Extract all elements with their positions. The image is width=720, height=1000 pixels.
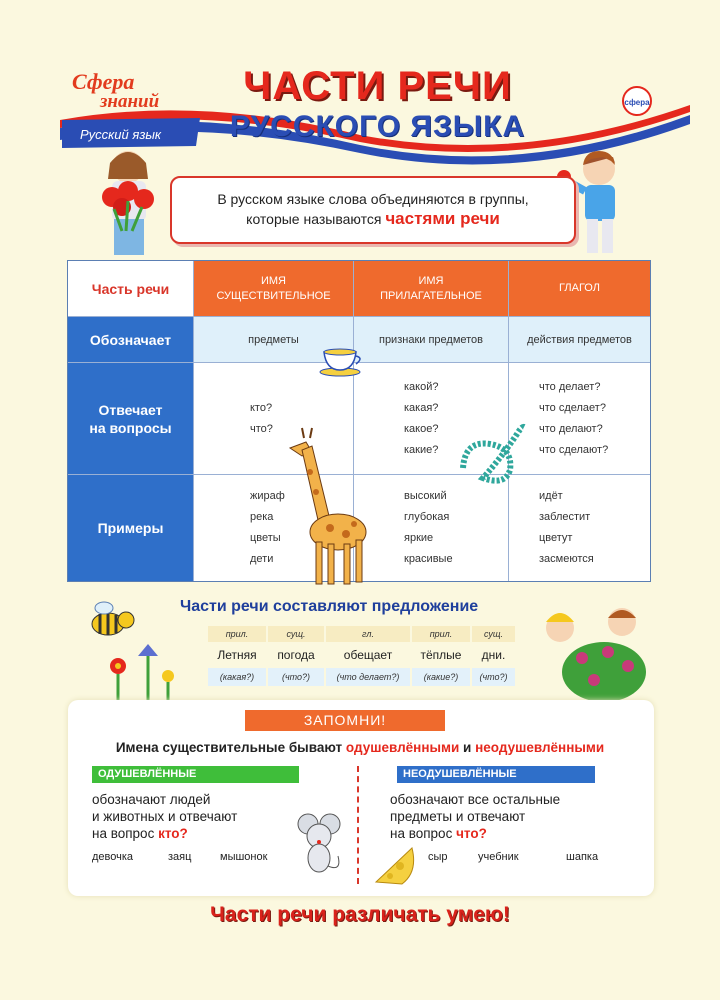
sentence-word bbox=[208, 626, 266, 692]
list-item: дети bbox=[250, 553, 274, 565]
word-text: тёплые bbox=[420, 648, 462, 662]
row-label-questions-line1: Отвечает bbox=[98, 401, 163, 418]
list-item: какое? bbox=[404, 422, 439, 435]
intro-line2 bbox=[190, 209, 556, 229]
means-verb: действия предметов bbox=[509, 317, 650, 363]
list-item: кто? bbox=[250, 401, 273, 414]
page-title: ЧАСТИ РЕЧИ bbox=[243, 64, 512, 108]
teacup-illustration bbox=[318, 346, 366, 378]
list-item: высокий bbox=[404, 490, 447, 502]
inanimate-question: что? bbox=[456, 826, 487, 841]
inanimate-desc-line1: обозначают все остальные bbox=[390, 792, 561, 807]
word-part: прил. bbox=[208, 626, 266, 642]
list-item: яркие bbox=[404, 532, 434, 544]
word-part: прил. bbox=[412, 626, 470, 642]
intro-line2-prefix: которые называются bbox=[246, 211, 386, 227]
word-question: (что?) bbox=[268, 668, 324, 686]
cheese-illustration bbox=[372, 842, 420, 888]
list-item: река bbox=[250, 511, 274, 523]
list-item: что сделают? bbox=[539, 443, 609, 456]
kids-bush-illustration bbox=[538, 592, 648, 704]
list-item: цветы bbox=[250, 532, 281, 544]
inanimate-desc-prefix: на вопрос bbox=[390, 826, 457, 841]
animate-example-1: девочка bbox=[92, 851, 134, 863]
sentence-example bbox=[208, 626, 515, 692]
inanimate-description bbox=[390, 791, 560, 842]
page-subtitle: РУССКОГО ЯЗЫКА bbox=[229, 110, 526, 143]
list-item: цветут bbox=[539, 532, 573, 544]
remember-title: ЗАПОМНИ! bbox=[245, 710, 445, 731]
animate-desc-line2: и животных и отвечают bbox=[92, 809, 238, 824]
bee-flowers-illustration bbox=[68, 596, 188, 704]
girl-illustration bbox=[92, 145, 170, 260]
word-text: обещает bbox=[343, 648, 393, 662]
animate-desc-line1: обозначают людей bbox=[92, 792, 211, 807]
inanimate-example-2: учебник bbox=[478, 851, 519, 863]
sentence-word bbox=[412, 626, 470, 692]
word-question: (что делает?) bbox=[326, 668, 410, 686]
list-item: что делает? bbox=[539, 380, 601, 393]
sentence-word bbox=[268, 626, 324, 692]
word-text: Летняя bbox=[217, 648, 257, 662]
sentence-word bbox=[326, 626, 410, 692]
inanimate-example-3: шапка bbox=[566, 851, 599, 863]
list-item: заблестит bbox=[539, 511, 591, 523]
column-header-adjective-line1: ИМЯ bbox=[418, 274, 444, 287]
questions-verb bbox=[509, 363, 650, 475]
list-item: жираф bbox=[250, 490, 285, 502]
list-item: что? bbox=[250, 422, 273, 435]
subject-label: Русский язык bbox=[80, 127, 162, 142]
word-text: дни. bbox=[481, 648, 506, 662]
sentence-title: Части речи составляют предложение bbox=[180, 598, 479, 615]
animate-desc-prefix: на вопрос bbox=[92, 826, 159, 841]
intro-highlight: частями речи bbox=[385, 209, 500, 228]
column-header-noun bbox=[194, 261, 354, 317]
remember-rule bbox=[0, 740, 720, 755]
list-item: что делают? bbox=[539, 422, 603, 435]
means-adjective: признаки предметов bbox=[354, 317, 509, 363]
row-label-questions-line2: на вопросы bbox=[89, 419, 172, 436]
animate-example-3: мышонок bbox=[220, 851, 268, 863]
list-item: идёт bbox=[539, 490, 563, 502]
animate-example-2: заяц bbox=[168, 851, 192, 863]
rule-inanimate: неодушевлёнными bbox=[475, 740, 605, 755]
list-item: что сделает? bbox=[539, 401, 606, 414]
inanimate-label: НЕОДУШЕВЛЁННЫЕ bbox=[397, 766, 595, 783]
list-item: какой? bbox=[404, 380, 439, 393]
column-header-noun-line1: ИМЯ bbox=[260, 274, 286, 287]
column-header-adjective bbox=[354, 261, 509, 317]
examples-verb bbox=[509, 475, 650, 581]
intro-box bbox=[170, 176, 576, 244]
list-item: глубокая bbox=[404, 511, 450, 523]
column-header-adjective-line2: ПРИЛАГАТЕЛЬНОЕ bbox=[380, 289, 482, 302]
column-header-verb bbox=[509, 261, 650, 317]
row-label-questions bbox=[68, 363, 194, 475]
means-noun: предметы bbox=[194, 317, 354, 363]
animate-description bbox=[92, 791, 237, 842]
column-header-verb-line1: ГЛАГОЛ bbox=[559, 282, 600, 294]
word-question: (что?) bbox=[472, 668, 515, 686]
list-item: какая? bbox=[404, 401, 439, 414]
word-part: сущ. bbox=[472, 626, 515, 642]
intro-line1: В русском языке слова объединяются в группы, bbox=[217, 191, 529, 207]
inanimate-desc-line2: предметы и отвечают bbox=[390, 809, 526, 824]
sentence-word bbox=[472, 626, 515, 692]
column-divider bbox=[357, 766, 359, 884]
row-label-means: Обозначает bbox=[68, 317, 194, 363]
rule-animate: одушевлёнными bbox=[345, 740, 460, 755]
mouse-illustration bbox=[294, 812, 346, 878]
word-question: (какая?) bbox=[208, 668, 266, 686]
table-header-row bbox=[68, 261, 650, 317]
column-header-noun-line2: СУЩЕСТВИТЕЛЬНОЕ bbox=[216, 289, 331, 302]
list-item: засмеются bbox=[539, 553, 594, 565]
animate-question: кто? bbox=[158, 826, 188, 841]
word-part: гл. bbox=[326, 626, 410, 642]
inanimate-example-1: сыр bbox=[428, 851, 448, 863]
word-text: погода bbox=[277, 648, 315, 662]
list-item: какие? bbox=[404, 443, 439, 456]
logo-line2: знаний bbox=[100, 91, 160, 112]
giraffe-illustration bbox=[278, 420, 378, 592]
word-part: сущ. bbox=[268, 626, 324, 642]
svg-text:сфера: сфера bbox=[624, 98, 650, 107]
corner-cell: Часть речи bbox=[68, 261, 194, 317]
animate-desc-line3 bbox=[92, 825, 237, 842]
list-item: красивые bbox=[404, 553, 453, 565]
rule-prefix: Имена существительные бывают bbox=[115, 740, 346, 755]
row-label-examples: Примеры bbox=[68, 475, 194, 581]
rule-and: и bbox=[459, 740, 476, 755]
beads-illustration bbox=[455, 418, 530, 488]
footer-slogan: Части речи различать умею! bbox=[210, 903, 510, 926]
word-question: (какие?) bbox=[412, 668, 470, 686]
inanimate-desc-line3 bbox=[390, 825, 560, 842]
animate-label: ОДУШЕВЛЁННЫЕ bbox=[92, 766, 299, 783]
logo-line1: Сфера bbox=[72, 69, 135, 94]
